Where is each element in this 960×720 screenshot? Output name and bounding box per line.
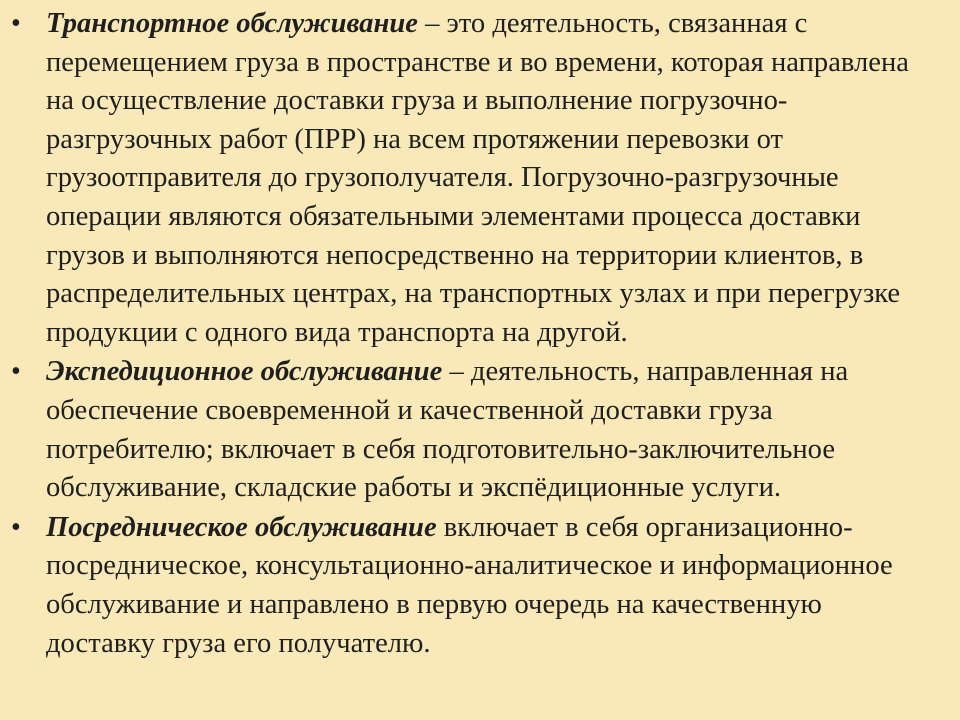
definition-forwarding-service: – деятельность, направленная на обеспечение своевременной и качественной доставки груза потребителю; включает в себя подготовительно-заключительное обслуживание, складские работы и экспёдиционные услуги. <box>46 356 849 504</box>
term-forwarding-service: Экспедиционное обслуживание <box>46 356 443 388</box>
definition-intermediary-service: включает в себя организационно-посредническое, консультационно-аналитическое и информационное обслуживание и направлено в первую очередь на качественную доставку груза его получателю. <box>46 511 893 659</box>
bullet-item-transport-service <box>10 5 938 352</box>
term-intermediary-service: Посредническое обслуживание <box>46 511 437 543</box>
bullet-icon: • <box>11 356 21 388</box>
bullet-list <box>10 5 938 663</box>
bullet-icon: • <box>11 511 21 543</box>
definition-transport-service: – это деятельность, связанная с перемещением груза в пространстве и во времени, которая направлена на осуществление доставки груза и выполнение погрузочно-разгрузочных работ (ПРР) на всем протяжении перевозки от грузоотправителя до грузополучателя. Погрузочно-разгрузочные операции являются обязательными элементами процесса доставки грузов и выполняются непосредственно на территории клиентов, в распределительных центрах, на транспортных узлах и при перегрузке продукции с одного вида транспорта на другой. <box>46 8 909 348</box>
bullet-item-forwarding-service <box>10 353 938 507</box>
bullet-item-intermediary-service <box>10 509 938 663</box>
term-transport-service: Транспортное обслуживание <box>46 8 418 39</box>
bullet-icon: • <box>11 8 21 39</box>
